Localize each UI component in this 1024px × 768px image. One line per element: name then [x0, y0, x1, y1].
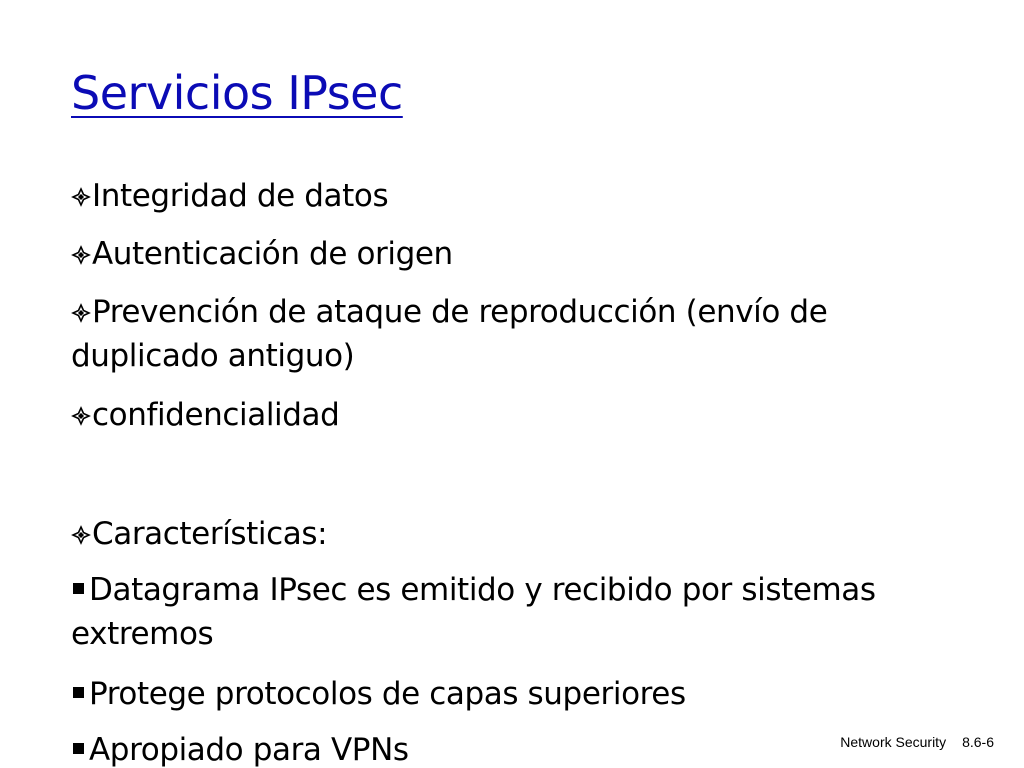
footer-label: Network Security — [840, 734, 947, 750]
bullet-text: confidencialidad — [92, 397, 340, 433]
bullet-text: Autenticación de origen — [92, 236, 453, 272]
bullet-text: Apropiado para VPNs — [89, 732, 409, 768]
diamond-bullet-icon — [71, 525, 91, 545]
diamond-bullet-icon — [71, 406, 91, 426]
bullet-item — [71, 672, 971, 716]
bullet-text: Prevención de ataque de reproducción (envío de duplicado antiguo) — [71, 294, 828, 374]
bullet-item — [71, 232, 971, 276]
bullet-item — [71, 174, 971, 218]
bullet-text: Protege protocolos de capas superiores — [89, 676, 686, 712]
diamond-bullet-icon — [71, 187, 91, 207]
bullet-text: Datagrama IPsec es emitido y recibido por sistemas extremos — [71, 572, 876, 652]
diamond-bullet-icon — [71, 303, 91, 323]
square-bullet-icon — [73, 743, 84, 754]
bullet-item — [71, 512, 971, 556]
bullet-text: Integridad de datos — [92, 178, 389, 214]
diamond-bullet-icon — [71, 245, 91, 265]
bullet-text: Características: — [92, 516, 328, 552]
square-bullet-icon — [73, 687, 84, 698]
page-number: 8.6-6 — [962, 734, 994, 750]
bullet-item — [71, 568, 971, 656]
bullet-item — [71, 393, 971, 437]
slide-footer — [840, 733, 994, 751]
slide-title: Servicios IPsec — [71, 66, 403, 120]
square-bullet-icon — [73, 583, 84, 594]
bullet-item — [71, 728, 971, 768]
bullet-item — [71, 290, 971, 378]
